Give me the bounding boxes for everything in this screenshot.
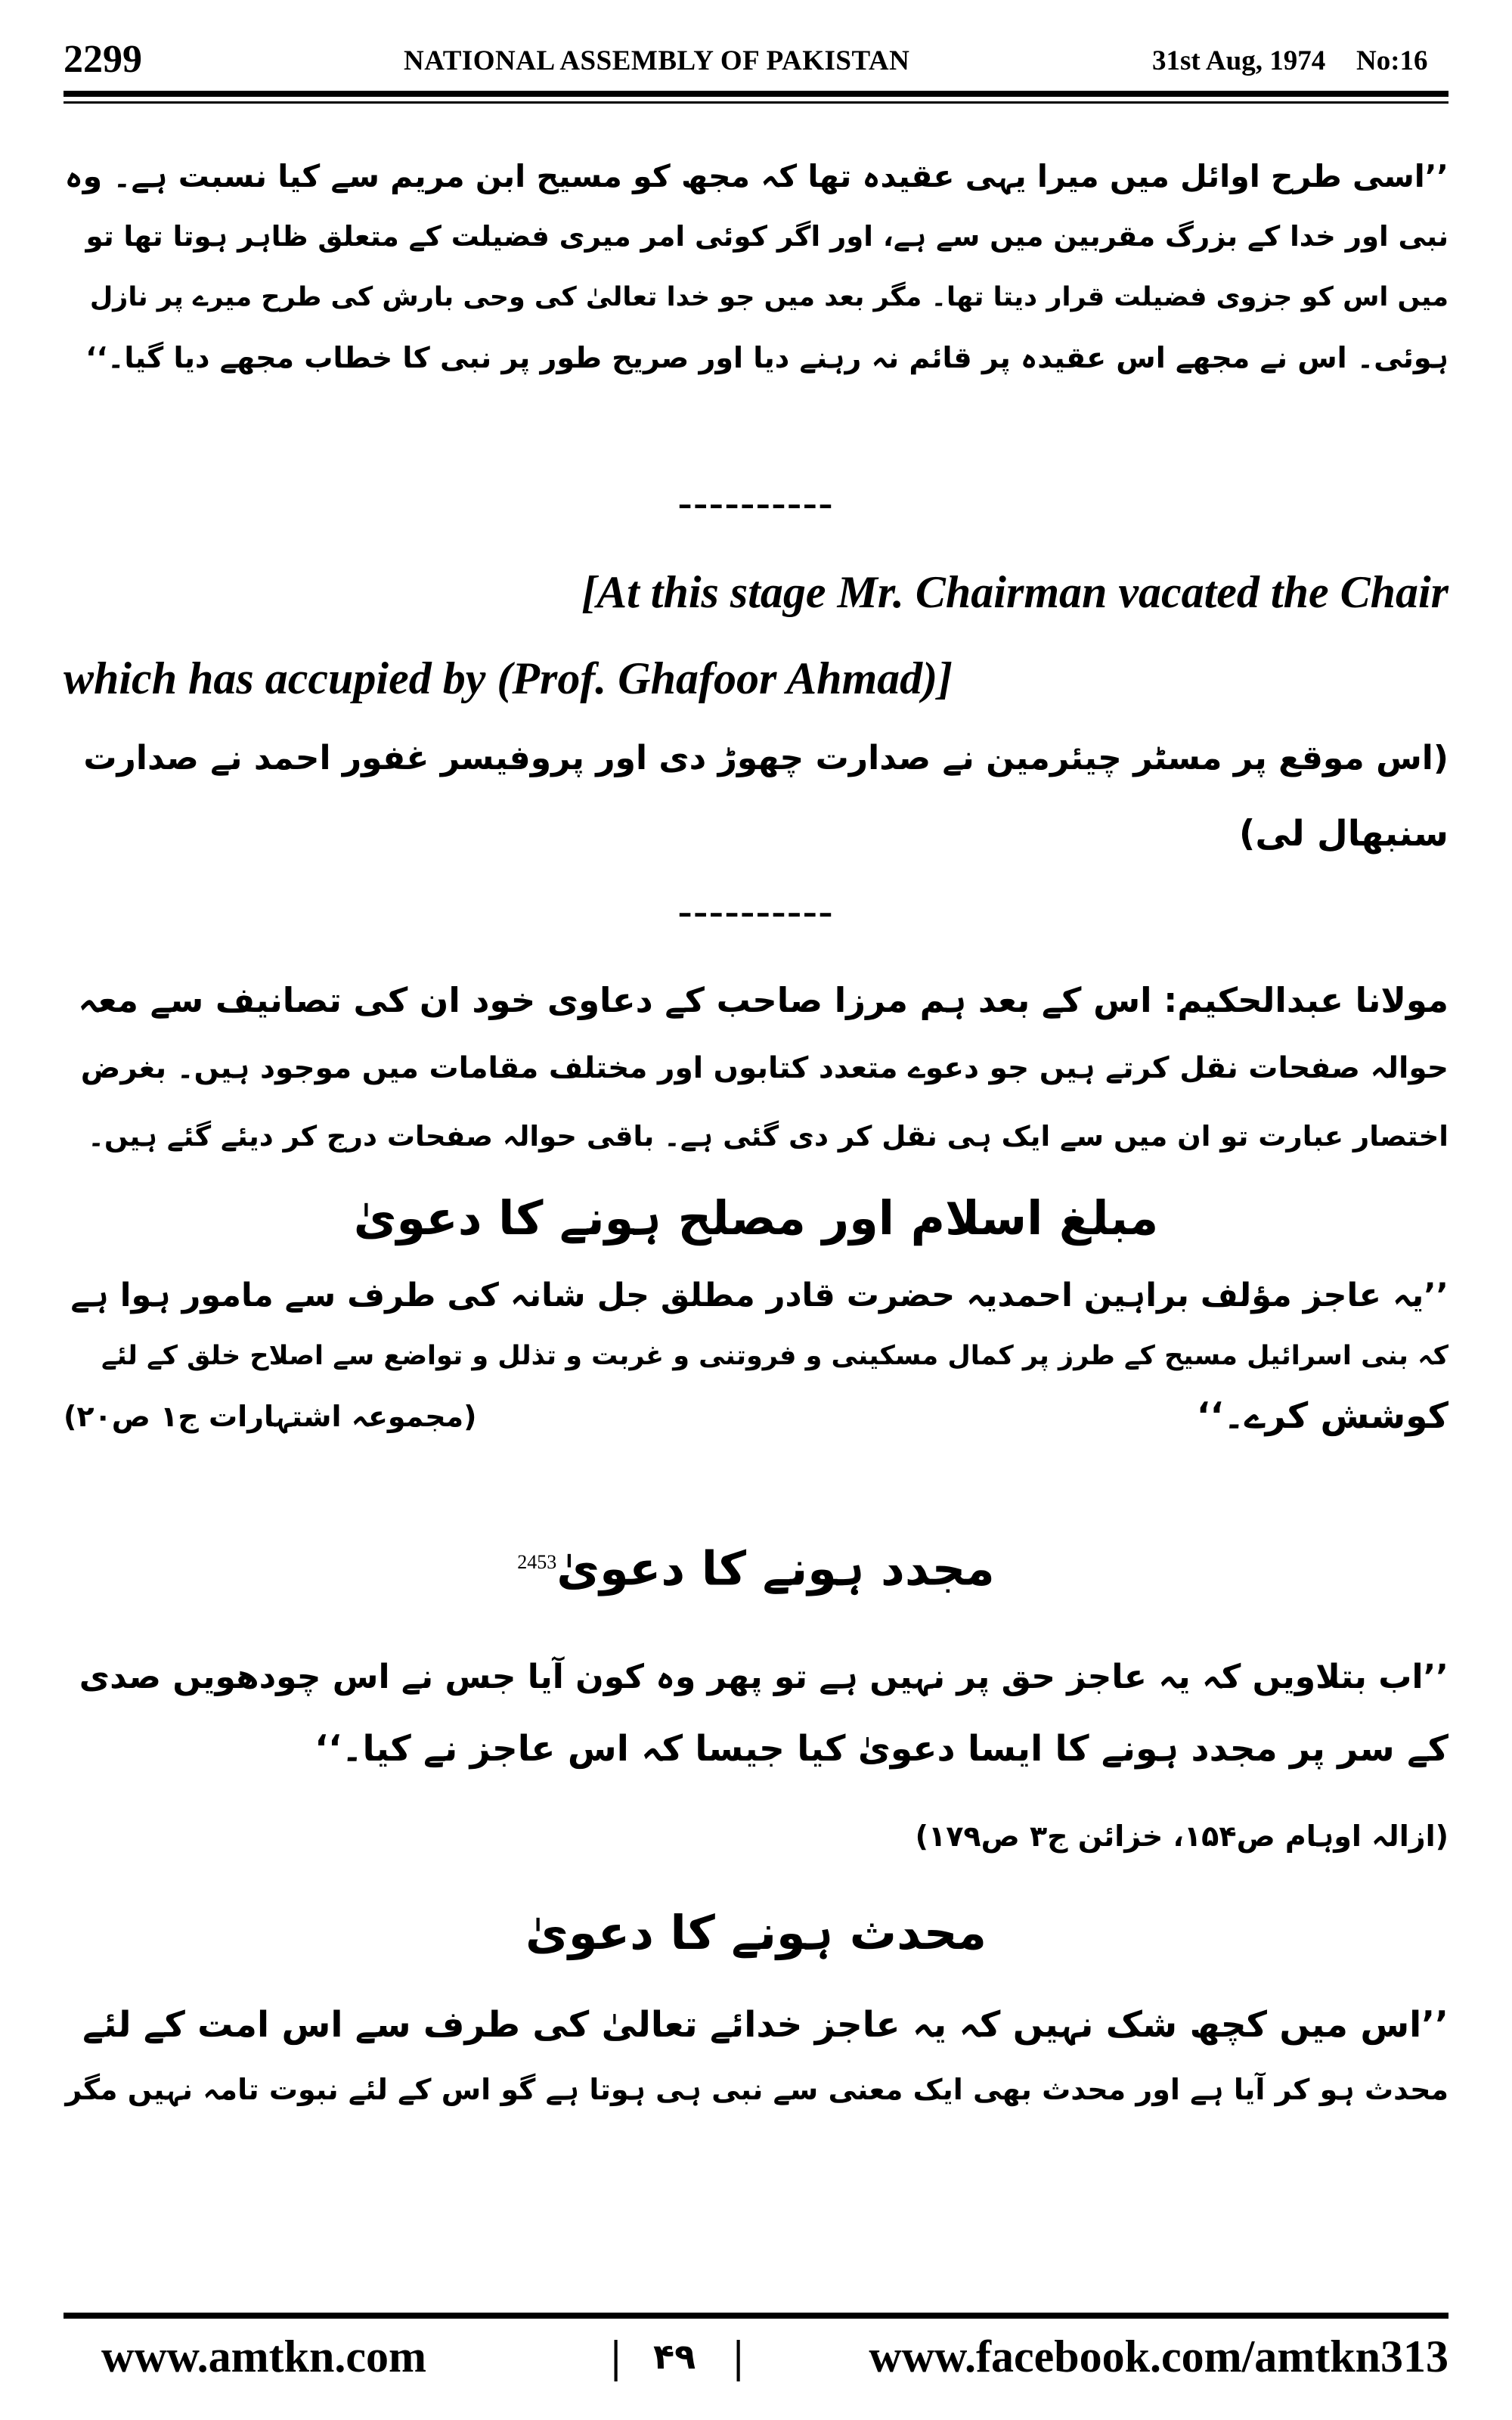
separator-dashes: ----------	[677, 479, 835, 526]
section1-line: کہ بنی اسرائیل مسیح کے طرز پر کمال مسکینی و فروتنی و غربت و تذلل و تواضع سے اصلاح خلق کے لئے	[101, 1341, 1448, 1371]
section1-line: ’’یہ عاجز مؤلف براہین احمدیہ حضرت قادر مطلق جل شانہ کی طرف سے مامور ہوا ہے	[70, 1277, 1448, 1314]
section2-heading-text: مجدد ہونے کا دعویٰ	[556, 1540, 995, 1596]
section-heading: مبلغ اسلام اور مصلح ہونے کا دعویٰ	[353, 1190, 1159, 1246]
section1-reference: (مجموعہ اشتہارات ج۱ ص۲۰)	[64, 1400, 477, 1433]
quote1-line: نبی اور خدا کے بزرگ مقربین میں سے ہے، اور اگر کوئی امر میری فضیلت کے متعلق ظاہر ہوتا تھا تو	[85, 220, 1448, 253]
footnote-marker: 2453	[517, 1551, 557, 1573]
section2-reference: (ازالہ اوہام ص۱۵۴، خزائن ج۳ ص۱۷۹)	[915, 1820, 1448, 1853]
section-heading: محدث ہونے کا دعویٰ	[525, 1905, 987, 1960]
chair-note-line: which has accupied by (Prof. Ghafoor Ahmad)]	[64, 653, 953, 703]
footer-separator: |	[733, 2332, 744, 2381]
urdu-chair-note-line: سنبھال لی)	[1238, 813, 1448, 855]
section2-line: کے سر پر مجدد ہونے کا ایسا دعویٰ کیا جیسا کہ اس عاجز نے کیا۔‘‘	[314, 1728, 1448, 1770]
quote1-line: ’’اسی طرح اوائل میں میرا یہی عقیدہ تھا کہ مجھ کو مسیح ابن مریم سے کیا نسبت ہے۔ وہ	[64, 158, 1448, 194]
header-rule-thin	[64, 101, 1448, 104]
section-heading	[64, 1535, 1448, 1596]
section1-line: کوشش کرے۔‘‘	[1196, 1395, 1448, 1437]
section3-line: ’’اس میں کچھ شک نہیں کہ یہ عاجز خدائے تعالیٰ کی طرف سے اس امت کے لئے	[82, 2004, 1448, 2046]
speech-line: حوالہ صفحات نقل کرتے ہیں جو دعوے متعدد کتابوں اور مختلف مقامات میں موجود ہیں۔ بغرض	[80, 1051, 1448, 1085]
urdu-chair-note-line: (اس موقع پر مسٹر چیئرمین نے صدارت چھوڑ دی اور پروفیسر غفور احمد نے صدارت	[83, 739, 1448, 777]
separator-dashes: ----------	[677, 888, 835, 935]
chair-note-line: [At this stage Mr. Chairman vacated the Chair	[581, 567, 1448, 617]
session-date: 31st Aug, 1974	[1152, 45, 1326, 76]
quote1-line: میں اس کو جزوی فضیلت قرار دیتا تھا۔ مگر بعد میں جو خدا تعالیٰ کی وحی بارش کی طرح میرے پر نازل	[89, 282, 1448, 312]
facebook-link[interactable]: www.facebook.com/amtkn313	[869, 2332, 1448, 2381]
footer-separator: |	[611, 2332, 621, 2381]
footer-rule	[64, 2313, 1448, 2319]
website-link[interactable]: www.amtkn.com	[101, 2332, 426, 2381]
section3-line: محدث ہو کر آیا ہے اور محدث بھی ایک معنی سے نبی ہی ہوتا ہے گو اس کے لئے نبوت تامہ نہیں مگر	[65, 2073, 1448, 2106]
page-footer	[64, 2329, 1448, 2390]
speech-line: مولانا عبدالحکیم: اس کے بعد ہم مرزا صاحب کے دعاوی خود ان کی تصانیف سے معہ	[78, 980, 1448, 1020]
session-number: No:16	[1356, 45, 1428, 76]
quote1-line: ہوئی۔ اس نے مجھے اس عقیدہ پر قائم نہ رہنے دیا اور صریح طور پر نبی کا خطاب مجھے دیا گیا۔‘‘	[85, 341, 1448, 374]
page-header	[64, 35, 1448, 88]
page-number: 2299	[64, 38, 142, 81]
header-rule-thick	[64, 91, 1448, 97]
speech-line: اختصار عبارت تو ان میں سے ایک ہی نقل کر دی گئی ہے۔ باقی حوالہ صفحات درج کر دیئے گئے ہیں۔	[88, 1120, 1448, 1153]
footer-page-number: ۴۹	[653, 2336, 696, 2377]
section2-line: ’’اب بتلاویں کہ یہ عاجز حق پر نہیں ہے تو پھر وہ کون آیا جس نے اس چودھویں صدی	[79, 1658, 1448, 1696]
assembly-title: NATIONAL ASSEMBLY OF PAKISTAN	[404, 45, 910, 76]
